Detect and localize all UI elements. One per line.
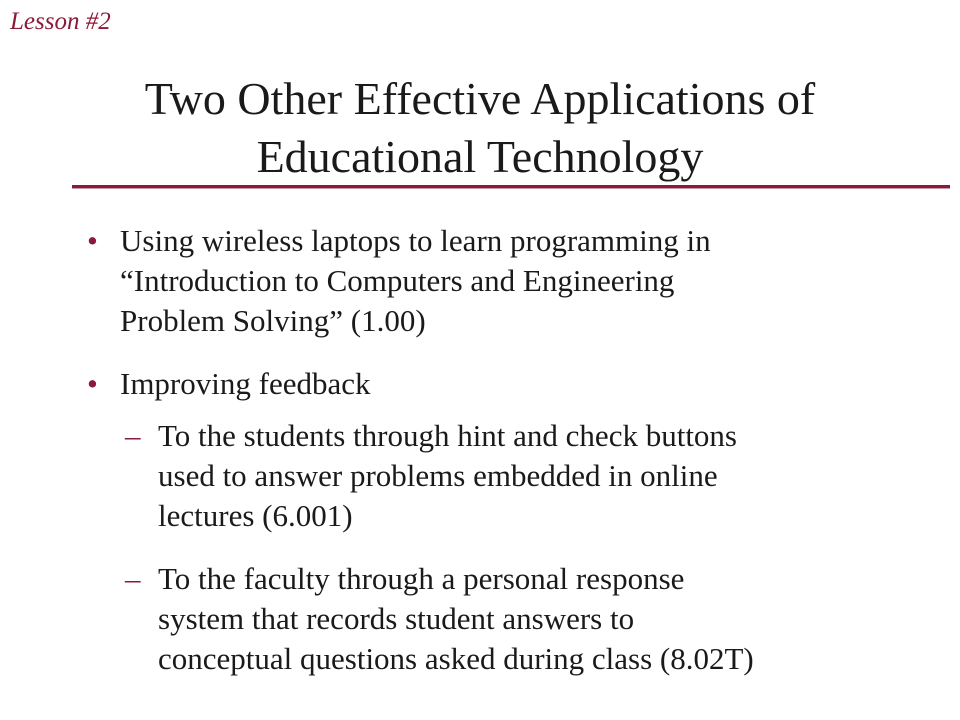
- sub-bullet-line: used to answer problems embedded in online: [158, 458, 718, 493]
- sub-bullet-line: To the students through hint and check buttons: [158, 418, 737, 453]
- bullet-text: [120, 364, 370, 404]
- bullet-line: Problem Solving” (1.00): [120, 303, 426, 338]
- bullet-dot-icon: •: [87, 223, 98, 258]
- sub-bullet-line: To the faculty through a personal response: [158, 561, 685, 596]
- sub-bullet-faculty: [125, 559, 925, 689]
- title-divider: [72, 185, 950, 189]
- sub-bullet-line: system that records student answers to: [158, 601, 635, 636]
- sub-bullet-line: conceptual questions asked during class (8.02T): [158, 641, 754, 676]
- bullet-improving-feedback: [87, 364, 847, 406]
- sub-bullet-text: [158, 416, 737, 536]
- bullet-line: Improving feedback: [120, 366, 371, 401]
- bullet-text: [120, 221, 711, 341]
- slide-title-line-1: Two Other Effective Applications of: [144, 73, 816, 124]
- bullet-wireless-laptops: [87, 221, 847, 351]
- sub-bullet-text: [158, 559, 754, 679]
- slide-title-line-2: Educational Technology: [256, 131, 704, 182]
- sub-bullet-line: lectures (6.001): [158, 498, 353, 533]
- sub-bullet-students: [125, 416, 925, 546]
- slide-title: [40, 70, 920, 186]
- bullet-line: “Introduction to Computers and Engineering: [120, 263, 675, 298]
- bullet-dot-icon: •: [87, 366, 98, 401]
- dash-icon: –: [125, 418, 141, 453]
- lesson-tag: Lesson #2: [10, 8, 111, 35]
- bullet-line: Using wireless laptops to learn programming in: [120, 223, 711, 258]
- dash-icon: –: [125, 561, 141, 596]
